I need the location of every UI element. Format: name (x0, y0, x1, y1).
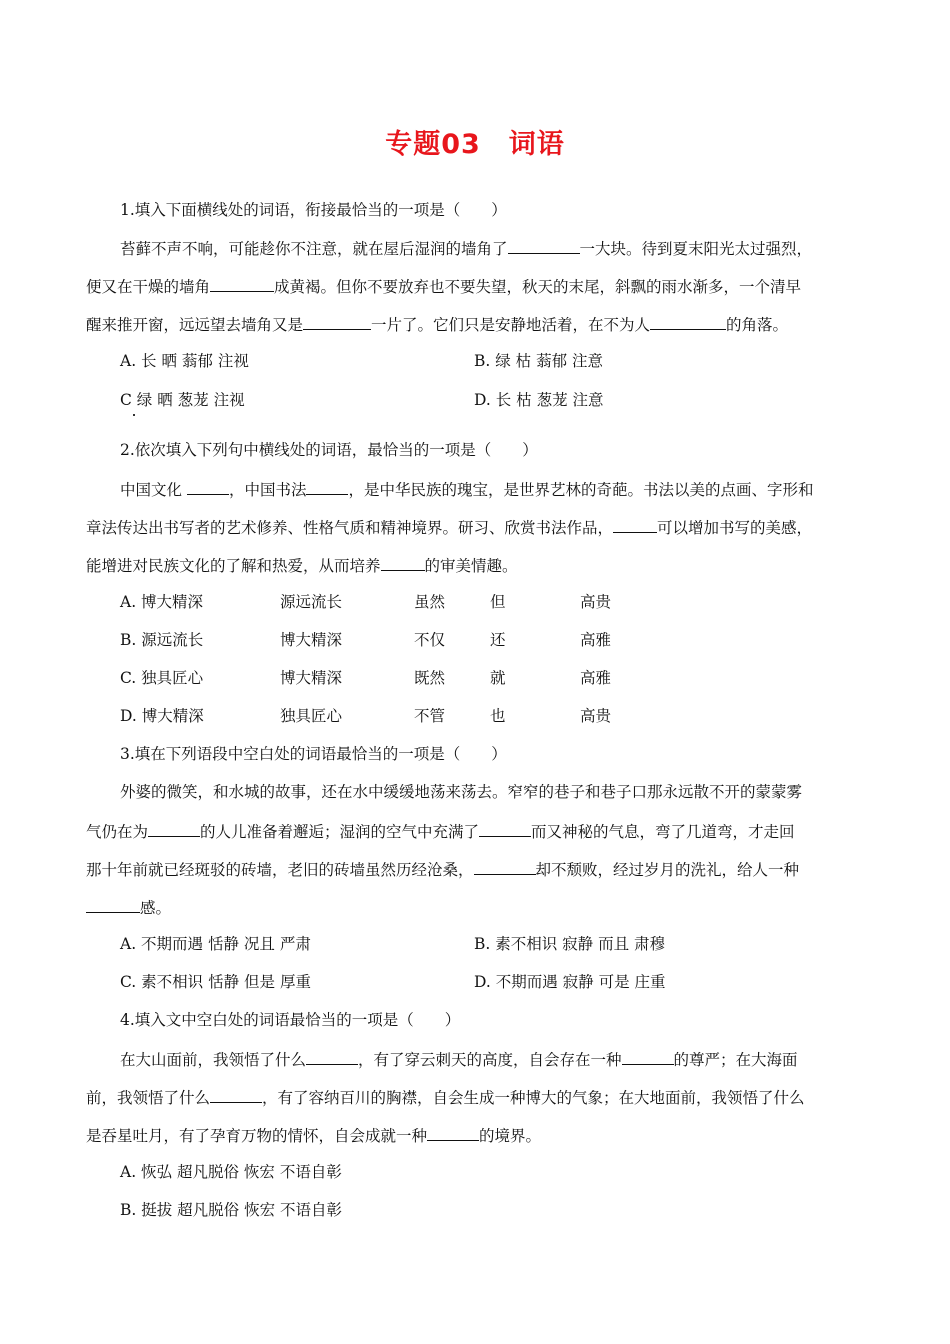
text-segment: 却不颓败，经过岁月的洗礼，给人一种 (535, 861, 800, 879)
question-1-option-b: B. 绿 枯 蓊郁 注意 (474, 352, 604, 370)
question-2-stem: 2.依次填入下列句中横线处的词语，最恰当的一项是（ ） (120, 441, 538, 459)
fill-blank (210, 275, 274, 292)
text-segment: 是吞星吐月，有了孕育万物的情怀，自会成就一种 (86, 1127, 428, 1145)
fill-blank (210, 1086, 262, 1103)
question-4-passage-line-3 (86, 1124, 541, 1146)
option-cell: 但 (490, 593, 506, 611)
option-cell: 独具匠心 (280, 707, 343, 725)
question-4-option-b: B. 挺拔 超凡脱俗 恢宏 不语自彰 (120, 1201, 343, 1219)
question-3-passage-line-1 (120, 782, 802, 802)
option-cell: 高雅 (580, 631, 612, 649)
option-cell: A. 博大精深 (120, 593, 204, 611)
question-1-passage-line-1 (120, 237, 812, 259)
text-segment: 的境界。 (479, 1127, 542, 1145)
question-4-passage-line-2 (86, 1086, 805, 1108)
option-cell: 既然 (414, 669, 446, 687)
text-segment: 在大山面前，我领悟了什么 (120, 1051, 307, 1069)
text-segment: 便又在干燥的墙角 (86, 278, 211, 296)
text-segment: ，有了容纳百川的胸襟，自会生成一种博大的气象；在大地面前，我领悟了什么 (262, 1089, 805, 1107)
option-cell: 博大精深 (280, 669, 343, 687)
fill-blank (303, 313, 371, 330)
text-segment: 而又神秘的气息，弯了几道弯，才走回 (531, 823, 795, 841)
option-cell: 虽然 (414, 593, 446, 611)
option-cell: 不仅 (414, 631, 446, 649)
question-2-passage-line-2 (86, 516, 812, 538)
fill-blank (187, 478, 229, 495)
option-cell: 不管 (414, 707, 446, 725)
fill-blank (86, 896, 140, 913)
text-segment: ，中国书法 (228, 481, 307, 499)
option-cell: 也 (490, 707, 506, 725)
option-cell: B. 源远流长 (120, 631, 204, 649)
option-cell: 源远流长 (280, 593, 343, 611)
question-2-passage-line-1 (120, 478, 813, 500)
question-3-option-c: C. 素不相识 恬静 但是 厚重 (120, 973, 311, 991)
question-1-stem: 1.填入下面横线处的词语，衔接最恰当的一项是（ ） (120, 201, 507, 219)
text-segment: 的审美情趣。 (424, 557, 518, 575)
text-segment: 一大块。待到夏末阳光太过强烈， (579, 240, 813, 258)
text-segment: 气仍在为 (86, 823, 149, 841)
fill-blank (306, 478, 348, 495)
option-cell: 高贵 (580, 593, 612, 611)
question-3-stem: 3.填在下列语段中空白处的词语最恰当的一项是（ ） (120, 745, 507, 763)
option-cell: 就 (490, 669, 506, 687)
fill-blank (427, 1124, 479, 1141)
text-segment: 感。 (140, 899, 172, 917)
text-segment: 章法传达出书写者的艺术修养、性格气质和精神境界。研习、欣赏书法作品， (86, 519, 614, 537)
question-3-option-d: D. 不期而遇 寂静 可是 庄重 (474, 973, 666, 991)
fill-blank (474, 858, 536, 875)
option-cell: C. 独具匠心 (120, 669, 204, 687)
option-cell: D. 博大精深 (120, 707, 204, 725)
page-title: 专题03 词语 (385, 129, 565, 160)
question-3-passage-line-4 (86, 896, 171, 918)
question-4-stem: 4.填入文中空白处的词语最恰当的一项是（ ） (120, 1011, 461, 1029)
question-1-passage-line-3 (86, 313, 788, 335)
question-1-option-a: A. 长 晒 蓊郁 注视 (120, 352, 249, 370)
text-segment: 苔藓不声不响，可能趁你不注意，就在屋后湿润的墙角了 (120, 240, 508, 258)
question-3-passage-line-2 (86, 820, 795, 842)
text-segment: 一片了。它们只是安静地活着，在不为人 (371, 316, 651, 334)
fill-blank (381, 554, 425, 571)
text-segment: 前，我领悟了什么 (86, 1089, 211, 1107)
text-segment: ，有了穿云刺天的高度，自会存在一种 (358, 1051, 622, 1069)
question-1-passage-line-2 (86, 275, 801, 297)
text-segment: 醒来推开窗，远远望去墙角又是 (86, 316, 304, 334)
option-cell: 还 (490, 631, 506, 649)
question-1-option-c: C 绿 晒 葱茏 注视 (120, 391, 245, 409)
text-segment: 的角落。 (726, 316, 789, 334)
text-segment: 那十年前就已经斑驳的砖墙，老旧的砖墙虽然历经沧桑， (86, 861, 474, 879)
option-cell: 高雅 (580, 669, 612, 687)
question-3-option-a: A. 不期而遇 恬静 况且 严肃 (120, 935, 311, 953)
question-3-option-b: B. 素不相识 寂静 而且 肃穆 (474, 935, 666, 953)
fill-blank (622, 1048, 674, 1065)
question-3-passage-line-3 (86, 858, 799, 880)
text-segment: 的尊严；在大海面 (673, 1051, 798, 1069)
stray-dot (133, 414, 135, 416)
fill-blank (508, 237, 580, 254)
fill-blank (613, 516, 657, 533)
text-segment: 可以增加书写的美感， (657, 519, 813, 537)
fill-blank (148, 820, 200, 837)
fill-blank (306, 1048, 358, 1065)
question-1-option-d: D. 长 枯 葱茏 注意 (474, 391, 604, 409)
option-cell: 博大精深 (280, 631, 343, 649)
text-segment: 的人儿准备着邂逅；湿润的空气中充满了 (200, 823, 480, 841)
question-4-passage-line-1 (120, 1048, 798, 1070)
question-2-passage-line-3 (86, 554, 518, 576)
fill-blank (479, 820, 531, 837)
text-segment: 外婆的微笑，和水城的故事，还在水中缓缓地荡来荡去。窄窄的巷子和巷子口那永远散不开的蒙蒙雾 (120, 783, 803, 801)
text-segment: 能增进对民族文化的了解和热爱，从而培养 (86, 557, 381, 575)
option-cell: 高贵 (580, 707, 612, 725)
fill-blank (650, 313, 726, 330)
question-4-option-a: A. 恢弘 超凡脱俗 恢宏 不语自彰 (120, 1163, 342, 1181)
text-segment: 成黄褐。但你不要放弃也不要失望，秋天的末尾，斜飘的雨水渐多，一个清早 (274, 278, 802, 296)
text-segment: 中国文化 (120, 481, 187, 499)
text-segment: ，是中华民族的瑰宝，是世界艺林的奇葩。书法以美的点画、字形和 (348, 481, 814, 499)
